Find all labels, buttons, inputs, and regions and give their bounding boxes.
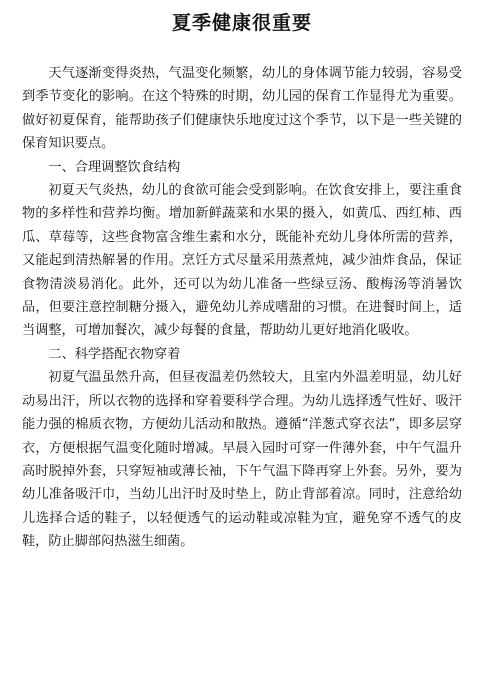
document-title: 夏季健康很重要 [171, 12, 312, 34]
section-heading-diet: 一、合理调整饮食结构 [48, 159, 181, 175]
section-heading-clothing: 二、科学搭配衣物穿着 [48, 346, 181, 362]
section-body-diet: 初夏天气炎热，幼儿的食欲可能会受到影响。在饮食安排上，要注重食物的多样性和营养均衡。增加新鲜蔬菜和水果的摄入，如黄瓜、西红柿、西瓜、草莓等，这些食物富含维生素和水分，既能补充幼儿身体所需的营养，又能起到清热解暑的作用。烹饪方式尽量采用蒸煮炖，减少油炸食品，保证食物清淡易消化。此外，还可以为幼儿准备一些绿豆汤、酸梅汤等消暑饮品，但要注意控制糖分摄入，避免幼儿养成嗜甜的习惯。在进餐时间上，适当调整，可增加餐次，减少每餐的食量，帮助幼儿更好地消化吸收。 [22, 183, 462, 339]
section-body-clothing: 初夏气温虽然升高，但昼夜温差仍然较大，且室内外温差明显，幼儿好动易出汗，所以衣物的选择和穿着要科学合理。为幼儿选择透气性好、吸汗能力强的棉质衣物，方便幼儿活动和散热。遵循“洋葱式穿衣法”，即多层穿衣，方便根据气温变化随时增减。早晨入园时可穿一件薄外套，中午气温升高时脱掉外套，只穿短袖或薄长袖，下午气温下降再穿上外套。另外，要为幼儿准备吸汗巾，当幼儿出汗时及时垫上，防止背部着凉。同时，注意给幼儿选择合适的鞋子，以轻便透气的运动鞋或凉鞋为宜，避免穿不透气的皮鞋，防止脚部闷热滋生细菌。 [22, 370, 462, 550]
intro-paragraph: 天气逐渐变得炎热，气温变化频繁，幼儿的身体调节能力较弱，容易受到季节变化的影响。在这个特殊的时期，幼儿园的保育工作显得尤为重要。做好初夏保育，能帮助孩子们健康快乐地度过这个季节，以下是一些关键的保育知识要点。 [22, 66, 462, 152]
